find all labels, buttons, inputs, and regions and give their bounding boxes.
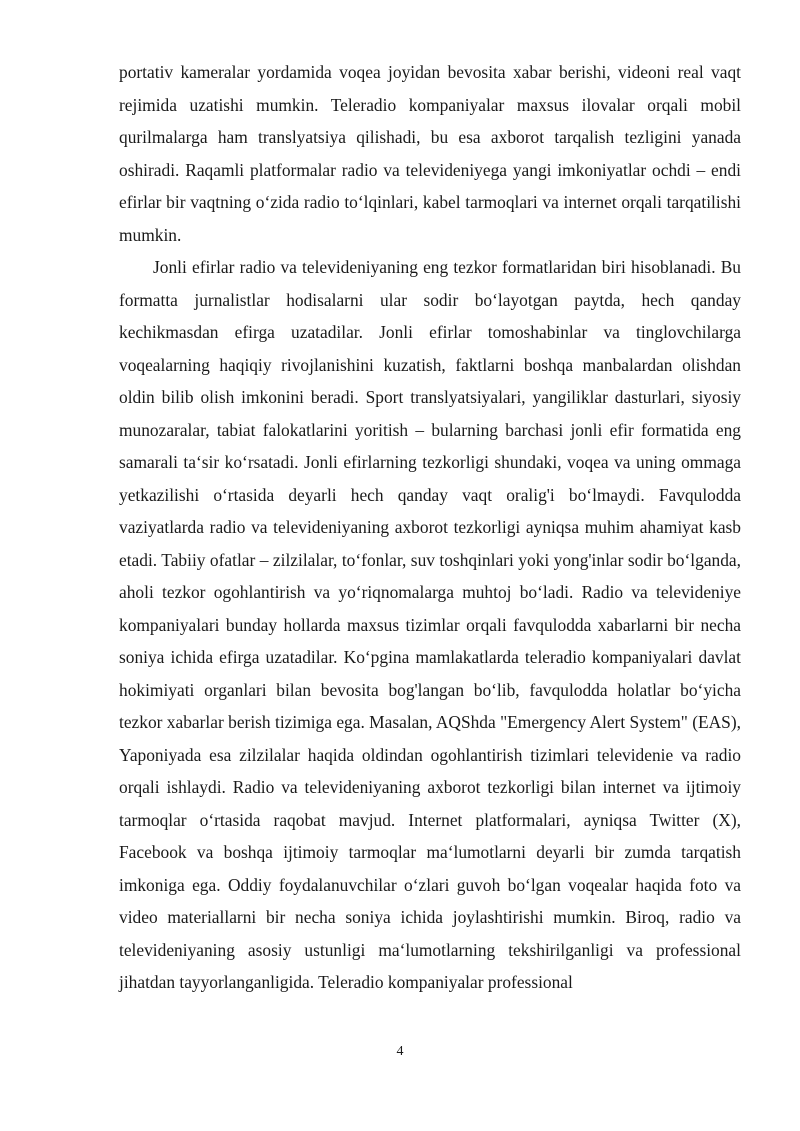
paragraph-continuation: portativ kameralar yordamida voqea joyidan bevosita xabar berishi, videoni real vaqt rejimida uzatishi mumkin. Teleradio kompaniyalar maxsus ilovalar orqali mobil qurilmalarga ham translyatsiya qilishadi, bu esa axborot tarqalish tezligini yanada oshiradi. Raqamli platformalar radio va televideniyega yangi imkoniyatlar ochdi – endi efirlar bir vaqtning o‘zida radio to‘lqinlari, kabel tarmoqlari va internet orqali tarqatilishi mumkin.	[119, 62, 741, 245]
page-number: 4	[396, 1044, 404, 1059]
paragraph-live-broadcasts: Jonli efirlar radio va televideniyaning eng tezkor formatlaridan biri hisoblanadi. Bu formatta jurnalistlar hodisalarni ular sodir bo‘layotgan paytda, hech qanday kechikmasdan efirga uzatadilar. Jonli efirlar tomoshabinlar va tinglovchilarga voqealarning haqiqiy rivojlanishini kuzatish, faktlarni boshqa manbalardan olishdan oldin bilib olish imkonini beradi. Sport translyatsiyalari, yangiliklar dasturlari, siyosiy munozaralar, tabiat falokatlarini yoritish – bularning barchasi jonli efir formatida eng samarali ta‘sir ko‘rsatadi. Jonli efirlarning tezkorligi shundaki, voqea va uning ommaga yetkazilishi o‘rtasida deyarli hech qanday vaqt oralig'i bo‘lmaydi. Favqulodda vaziyatlarda radio va televideniyaning axborot tezkorligi ayniqsa muhim ahamiyat kasb etadi. Tabiiy ofatlar – zilzilalar, to‘fonlar, suv toshqinlari yoki yong'inlar sodir bo‘lganda, aholi tezkor ogohlantirish va yo‘riqnomalarga muhtoj bo‘ladi. Radio va televideniye kompaniyalari bunday hollarda maxsus tizimlar orqali favqulodda xabarlarni bir necha soniya ichida efirga uzatadilar. Ko‘pgina mamlakatlarda teleradio kompaniyalari davlat hokimiyati organlari bilan bevosita bog'langan bo‘lib, favqulodda holatlar bo‘yicha tezkor xabarlar berish tizimiga ega. Masalan, AQShda "Emergency Alert System" (EAS), Yaponiyada esa zilzilalar haqida oldindan ogohlantirish tizimlari televidenie va radio orqali ishlaydi. Radio va televideniyaning axborot tezkorligi bilan internet va ijtimoiy tarmoqlar o‘rtasida raqobat mavjud. Internet platformalari, ayniqsa Twitter (X), Facebook va boshqa ijtimoiy tarmoqlar ma‘lumotlarni deyarli bir zumda tarqatish imkoniga ega. Oddiy foydalanuvchilar o‘zlari guvoh bo‘lgan voqealar haqida foto va video materiallarni bir necha soniya ichida joylashtirishi mumkin. Biroq, radio va televideniyaning asosiy ustunligi ma‘lumotlarning tekshirilganligi va professional jihatdan tayyorlanganligida. Teleradio kompaniyalar professional	[119, 257, 741, 992]
body-text	[119, 56, 741, 999]
